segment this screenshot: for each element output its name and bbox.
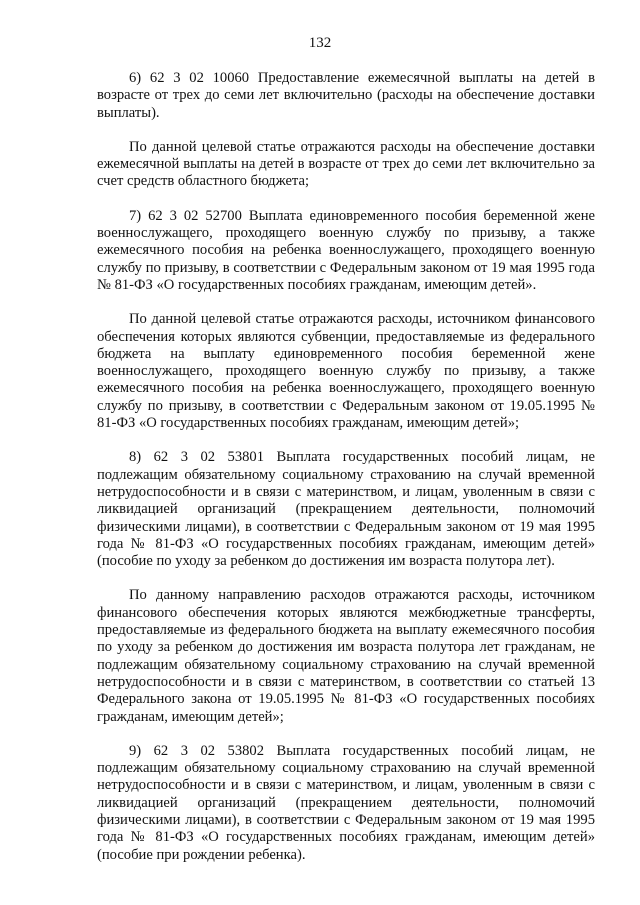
paragraph-item-8-description: По данному направлению расходов отражаются расходы, источником финансового обеспечения которых являются межбюджетные трансферты, предоставляемые из федерального бюджета на выплату ежемесячного пособия по уходу за ребенком до достижения им возраста полутора лет гражданам, не подлежащим обязательному социальному страхованию на случай временной нетрудоспособности и в связи с материнством, в соответствии со статьей 13 Федерального закона от 19.05.1995 № 81-ФЗ «О государственных пособиях гражданам, имеющим детей»; xyxy=(97,587,595,725)
paragraph-item-7-description: По данной целевой статье отражаются расходы, источником финансового обеспечения которых являются субвенции, предоставляемые из федерального бюджета на выплату единовременного пособия беременной жене военнослужащего, проходящего военную службу по призыву, а также ежемесячного пособия на ребенка военнослужащего, проходящего военную службу по призыву, в соответствии с Федеральным законом от 19.05.1995 № 81-ФЗ «О государственных пособиях гражданам, имеющим детей»; xyxy=(97,311,595,432)
paragraph-item-6: 6) 62 3 02 10060 Предоставление ежемесячной выплаты на детей в возрасте от трех до семи лет включительно (расходы на обеспечение доставки выплаты). xyxy=(97,70,595,121)
paragraph-item-8: 8) 62 3 02 53801 Выплата государственных пособий лицам, не подлежащим обязательному социальному страхованию на случай временной нетрудоспособности и в связи с материнством, и лицам, уволенным в связи с ликвидацией организаций (прекращением деятельности, полномочий физическими лицами), в соответствии с Федеральным законом от 19 мая 1995 года № 81-ФЗ «О государственных пособиях гражданам, имеющим детей» (пособие по уходу за ребенком до достижения им возраста полутора лет). xyxy=(97,449,595,570)
paragraph-item-6-description: По данной целевой статье отражаются расходы на обеспечение доставки ежемесячной выплаты на детей в возрасте от трех до семи лет включительно за счет средств областного бюджета; xyxy=(97,138,595,190)
page-number: 132 xyxy=(308,35,332,51)
document-body xyxy=(97,70,595,881)
paragraph-item-9: 9) 62 3 02 53802 Выплата государственных пособий лицам, не подлежащим обязательному социальному страхованию на случай временной нетрудоспособности и в связи с материнством, и лицам, уволенным в связи с ликвидацией организаций (прекращением деятельности, полномочий физическими лицами), в соответствии с Федеральным законом от 19 мая 1995 года № 81-ФЗ «О государственных пособиях гражданам, имеющим детей» (пособие при рождении ребенка). xyxy=(97,742,595,863)
paragraph-item-7: 7) 62 3 02 52700 Выплата единовременного пособия беременной жене военнослужащего, проходящего военную службу по призыву, а также ежемесячного пособия на ребенка военнослужащего, проходящего военную службу по призыву, в соответствии с Федеральным законом от 19 мая 1995 года № 81-ФЗ «О государственных пособиях гражданам, имеющим детей». xyxy=(97,207,595,293)
